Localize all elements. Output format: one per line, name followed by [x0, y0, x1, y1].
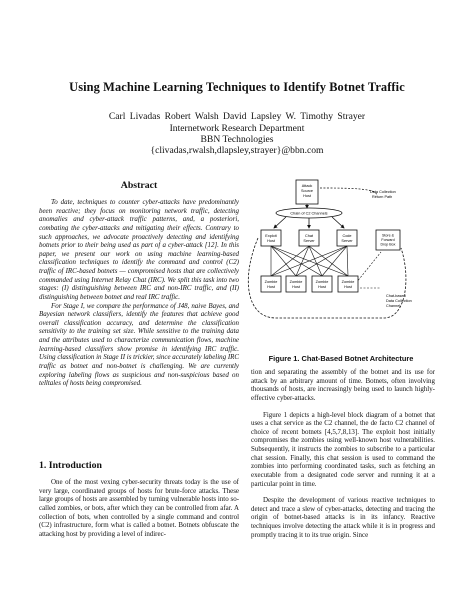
- code-server-label: Code: [342, 234, 352, 238]
- zombie-host-label: Zombie: [289, 280, 303, 284]
- data-collection-channel-label: Data Collection: [386, 299, 412, 303]
- abstract-heading: Abstract: [120, 180, 158, 191]
- zombie-host-label: Host: [344, 285, 352, 289]
- right-column-body: [251, 368, 435, 539]
- drop-box-label: Forward: [381, 238, 395, 242]
- attack-source-label: Attack: [301, 184, 313, 188]
- return-path-label: Return Path: [372, 195, 393, 199]
- zombie-host-label: Host: [267, 285, 275, 289]
- zombie-host-label: Zombie: [264, 280, 278, 284]
- abstract-paragraph: To date, techniques to counter cyber-attacks have predominantly been reactive; they focus on monitoring network traffic, detecting anomalies and cyber-attack traffic patterns, and, a posteriori, combating the cyber-attacks and mitigating their effects. Contrary to such approaches, we advocate proactively detecting and identifying botnets prior to their being used as part of a cyber-attack [12]. In this paper, we present our work on using machine learning-based classification techniques to identify the command and control (C2) traffic of IRC-based botnets — compromised hosts that are collectively commanded using Internet Relay Chat (IRC). We split this task into two stages: (I) distinguishing between IRC and non-IRC traffic, and (II) distinguishing between botnet and real IRC traffic.: [39, 198, 239, 301]
- code-server-label: Server: [341, 239, 353, 243]
- zombie-host-node: [286, 276, 306, 292]
- attack-source-label: Host: [303, 194, 311, 198]
- data-collection-channel-label: Chat-based: [386, 294, 406, 298]
- affiliation-emails: {clivadas,rwalsh,dlapsley,strayer}@bbn.com: [150, 145, 324, 156]
- zombie-host-label: Host: [292, 285, 300, 289]
- body-paragraph: Figure 1 depicts a high-level block diagram of a botnet that uses a chat service as the C2 channel, the de facto C2 channel of choice of recent botnets [4,5,7,8,13]. The exploit host initially compromises the zombies using well-known host vulnerabilities. Subsequently, it instructs the zombies to subscribe to a particular chat session. Finally, this chat session is used to command the zombies into performing coordinated tasks, such as fetching an executable from a designated code server and running it at a particular point in time.: [251, 410, 435, 488]
- data-collection-channel-label: Channel: [386, 304, 401, 308]
- paper-title: Using Machine Learning Techniques to Identify Botnet Traffic: [69, 80, 405, 94]
- body-paragraph: tion and separating the assembly of the botnet and its use for attack by an arbitrary amount of time. Botnets, often involving thousands of hosts, are increasingly being used to launch highly-effective cyber-attacks.: [251, 368, 435, 402]
- zombie-host-node: [312, 276, 332, 292]
- introduction-heading: 1. Introduction: [39, 460, 102, 471]
- affiliation-organization: BBN Technologies: [200, 134, 274, 145]
- zombie-host-label: Zombie: [315, 280, 329, 284]
- affiliation-department: Internetwork Research Department: [169, 123, 305, 134]
- zombie-host-node: [338, 276, 358, 292]
- return-path-label: Data Collection: [370, 190, 396, 194]
- code-server-node: [337, 230, 357, 246]
- figure-caption: Figure 1. Chat-Based Botnet Architecture: [268, 354, 414, 363]
- attack-source-label: Source: [300, 189, 314, 193]
- chat-server-label: Chat: [304, 234, 314, 238]
- c2-chain-label: Chain of C2 Channels: [290, 211, 328, 216]
- exploit-host-label: Exploit: [265, 234, 277, 238]
- introduction-paragraph: One of the most vexing cyber-security threats today is the use of very large, coordinated groups of hosts for brute-force attacks. These large groups of hosts are assembled by turning vulnerable hosts into so-called zombies, or bots, after which they can be controlled from afar. A collection of bots, when controlled by a single command and control (C2) infrastructure, form what is called a botnet. Botnets obfuscate the attacking host by providing a level of indirec-: [39, 478, 239, 538]
- chat-server-label: Server: [303, 239, 315, 243]
- botnet-architecture-diagram: [236, 168, 446, 353]
- body-paragraph: Despite the development of various reactive techniques to detect and trace a slew of cyber-attacks, detecting and tracing the origin of botnet-based attacks is in its infancy. Reactive techniques involve detecting the attack while it is in progress and promptly tracing it to its true origin. Since: [251, 496, 435, 539]
- abstract-body: [39, 198, 239, 388]
- drop-box-node: [376, 230, 400, 250]
- zombie-host-node: [261, 276, 281, 292]
- chat-server-node: [299, 230, 319, 246]
- drop-box-label: Store &: [382, 233, 394, 238]
- introduction-body: [39, 478, 239, 538]
- abstract-paragraph: For Stage I, we compare the performance of J48, naive Bayes, and Bayesian network classifiers, identify the features that achieve good overall classification accuracy, and determine the classification sensitivity to the training set size. While sensitive to the training data and the attributes used to characterize communication flows, machine learning-based classifiers show promise in identifying IRC traffic. Using classification in Stage II is trickier, since accurately labeling IRC traffic as botnet and non-botnet is challenging. We are currently exploring labeling flows as suspicious and non-suspicious based on telltales of hosts being compromised.: [39, 301, 239, 388]
- exploit-host-label: Host: [267, 239, 275, 243]
- paper-authors: Carl Livadas Robert Walsh David Lapsley W. Timothy Strayer: [108, 111, 366, 122]
- attack-source-host-node: [296, 180, 318, 204]
- drop-box-label: Drop Box: [380, 242, 396, 247]
- zombie-host-label: Host: [318, 285, 326, 289]
- zombie-host-label: Zombie: [341, 280, 355, 284]
- exploit-host-node: [261, 230, 281, 246]
